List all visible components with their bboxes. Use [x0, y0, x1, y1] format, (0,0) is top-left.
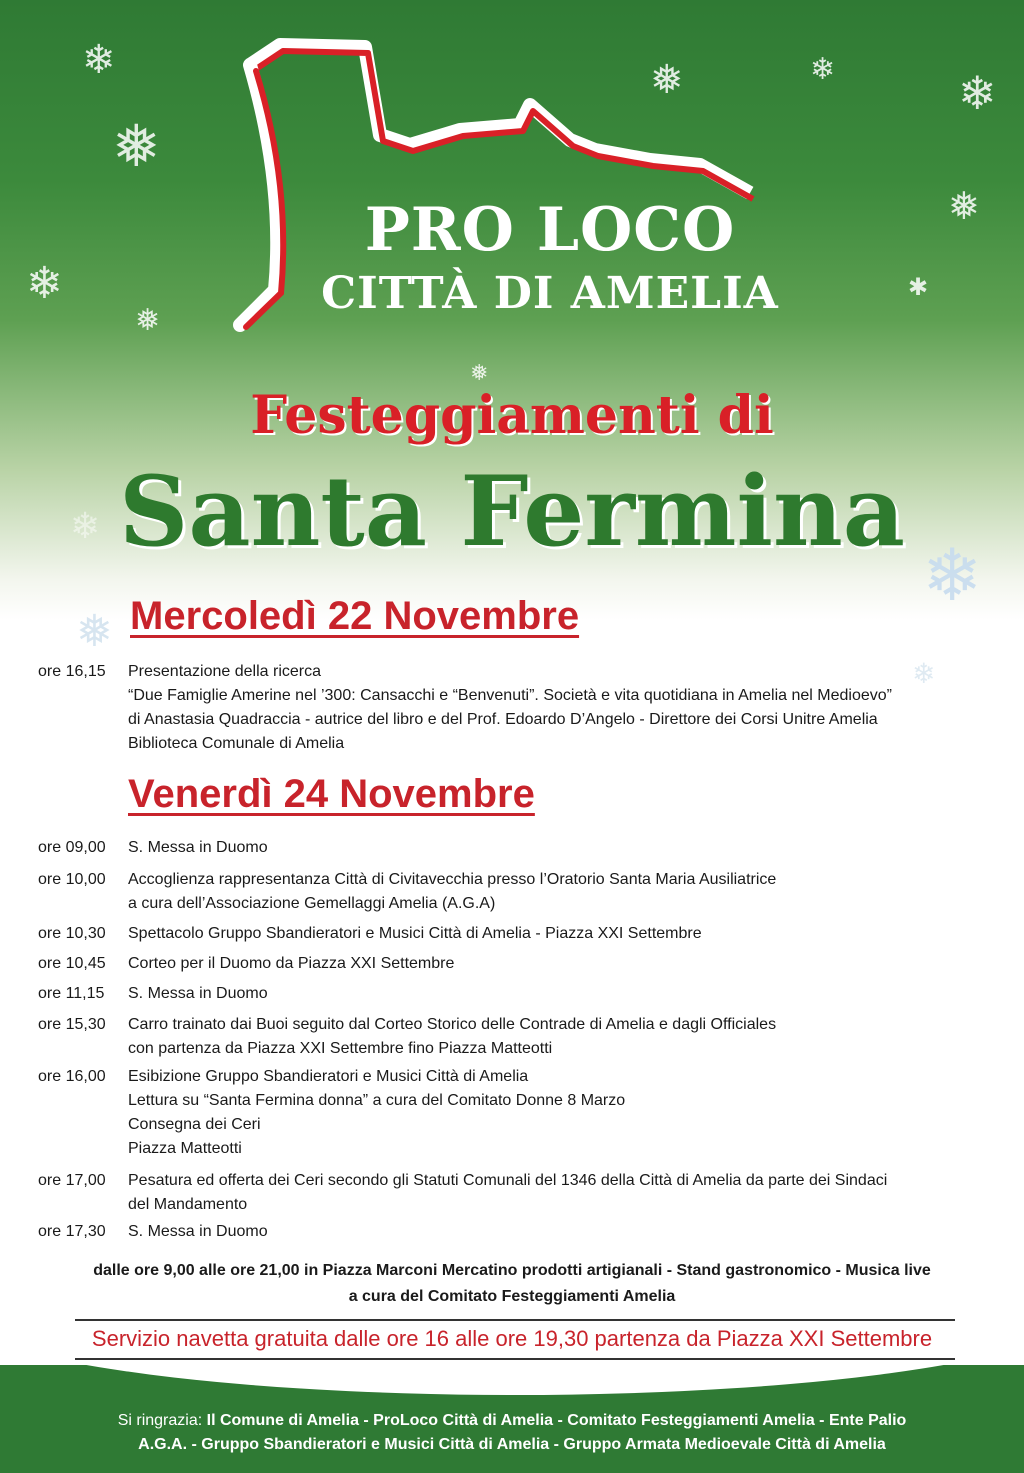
footer-wave: [0, 1365, 1024, 1395]
thanks-line-2: A.G.A. - Gruppo Sbandieratori e Musici Città di Amelia - Gruppo Armata Medioevale Città di Amelia: [138, 1436, 886, 1453]
shuttle-notice: Servizio navetta gratuita dalle ore 16 alle ore 19,30 partenza da Piazza XXI Settembre: [91, 1326, 933, 1351]
snowflake-icon: ❄: [912, 658, 936, 689]
event-time: ore 16,15: [38, 663, 106, 680]
day2-title: Venerdì 24 Novembre: [128, 772, 535, 816]
snowflake-icon: ❅: [112, 114, 161, 179]
event-line: Pesatura ed offerta dei Ceri secondo gli Statuti Comunali del 1346 della Città di Amelia da parte dei Sindaci: [128, 1172, 888, 1189]
thanks-lead: Si ringrazia:: [117, 1412, 203, 1429]
event-line: Esibizione Gruppo Sbandieratori e Musici Città di Amelia: [128, 1068, 529, 1085]
headline-festeggiamenti: Festeggiamenti di: [250, 385, 774, 446]
event-description: [128, 922, 998, 946]
event-description: [128, 982, 998, 1006]
event-line: “Due Famiglie Amerine nel ’300: Cansacchi e “Benvenuti”. Società e vita quotidiana in Amelia nel Medioevo”: [128, 687, 892, 704]
event-time: ore 16,00: [38, 1068, 106, 1085]
event-line: S. Messa in Duomo: [128, 839, 268, 856]
logo-title: PRO LOCO: [364, 195, 736, 265]
event-line: del Mandamento: [128, 1196, 248, 1213]
event-description: [128, 1065, 998, 1161]
event-description: [128, 660, 998, 756]
snowflake-icon: ❄: [810, 53, 836, 86]
event-time: ore 10,45: [38, 955, 106, 972]
event-line: S. Messa in Duomo: [128, 1223, 268, 1240]
event-line: Spettacolo Gruppo Sbandieratori e Musici Città di Amelia - Piazza XXI Settembre: [128, 925, 702, 942]
snowflake-icon: ❄: [26, 259, 63, 308]
event-line: a cura dell’Associazione Gemellaggi Amelia (A.G.A): [128, 895, 496, 912]
event-time: ore 11,15: [38, 985, 105, 1002]
market-organizer: a cura del Comitato Festeggiamenti Amelia: [348, 1288, 676, 1305]
event-time: ore 17,00: [38, 1172, 106, 1189]
event-line: Lettura su “Santa Fermina donna” a cura del Comitato Donne 8 Marzo: [128, 1092, 626, 1109]
event-description: [128, 836, 998, 860]
snowflake-icon: ❅: [470, 360, 489, 385]
schedule-row: [38, 660, 998, 760]
event-line: di Anastasia Quadraccia - autrice del libro e del Prof. Edoardo D’Angelo - Direttore dei Corsi Unitre Amelia: [128, 711, 878, 728]
event-line: Carro trainato dai Buoi seguito dal Corteo Storico delle Contrade di Amelia e dagli Officiales: [128, 1016, 777, 1033]
snowflake-icon: ❄: [70, 505, 101, 546]
divider: [75, 1319, 955, 1321]
event-time: ore 15,30: [38, 1016, 106, 1033]
logo-subtitle: CITTÀ DI AMELIA: [321, 268, 779, 319]
event-line: S. Messa in Duomo: [128, 985, 268, 1002]
event-line: Piazza Matteotti: [128, 1140, 242, 1157]
market-info: dalle ore 9,00 alle ore 21,00 in Piazza Marconi Mercatino prodotti artigianali - Stand gastronomico - Musica live: [93, 1262, 931, 1279]
event-time: ore 17,30: [38, 1223, 106, 1240]
event-description: [128, 952, 998, 976]
snowflake-icon: ❅: [76, 607, 113, 656]
snowflake-icon: ❄: [922, 536, 983, 616]
event-description: [128, 1220, 998, 1244]
event-line: Accoglienza rappresentanza Città di Civitavecchia presso l’Oratorio Santa Maria Ausiliatrice: [128, 871, 777, 888]
event-line: Consegna dei Ceri: [128, 1116, 261, 1133]
event-description: [128, 868, 998, 916]
event-time: ore 10,30: [38, 925, 106, 942]
event-time: ore 09,00: [38, 839, 106, 856]
day1-title: Mercoledì 22 Novembre: [130, 594, 580, 638]
snowflake-icon: ✱: [908, 274, 929, 301]
snowflake-icon: ❅: [650, 58, 684, 102]
snowflake-icon: ❄: [958, 67, 997, 119]
snowflake-icon: ❄: [82, 38, 116, 82]
thanks-line-1: [0, 1409, 1024, 1433]
event-line: Corteo per il Duomo da Piazza XXI Settembre: [128, 955, 455, 972]
snowflake-icon: ❅: [135, 304, 161, 337]
event-line: Presentazione della ricerca: [128, 663, 321, 680]
event-description: [128, 1169, 998, 1217]
headline-santa-fermina: Santa Fermina: [119, 455, 905, 568]
event-line: Biblioteca Comunale di Amelia: [128, 735, 345, 752]
event-time: ore 10,00: [38, 871, 106, 888]
thanks-list-1: Il Comune di Amelia - ProLoco Città di Amelia - Comitato Festeggiamenti Amelia - Ente Palio: [206, 1412, 907, 1429]
event-description: [128, 1013, 998, 1061]
snowflake-icon: ❅: [948, 186, 980, 228]
event-line: con partenza da Piazza XXI Settembre fino Piazza Matteotti: [128, 1040, 553, 1057]
divider: [75, 1358, 955, 1360]
